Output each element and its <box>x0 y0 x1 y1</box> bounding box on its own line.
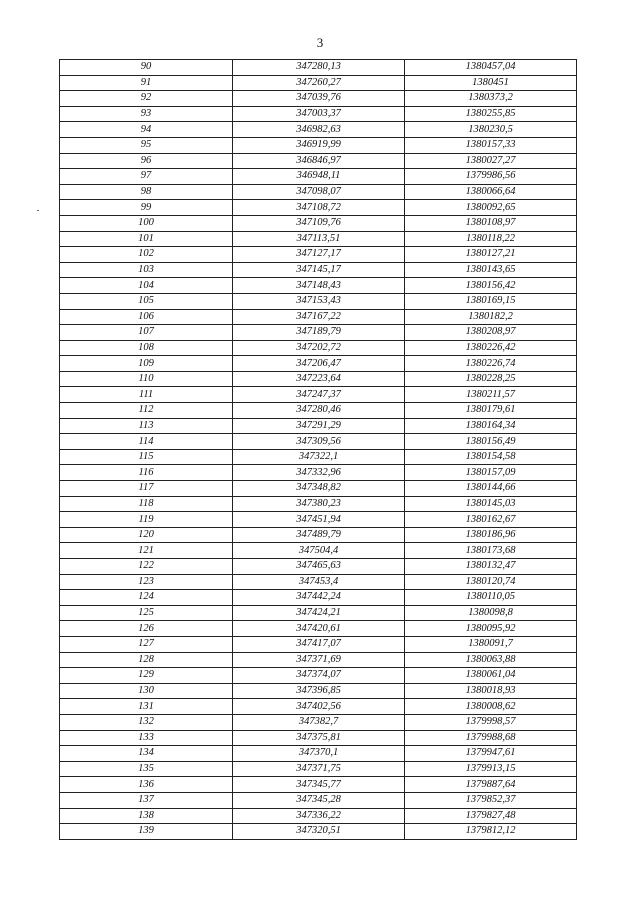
y-coordinate-cell: 1380208,97 <box>405 325 577 341</box>
y-coordinate-cell: 1380143,65 <box>405 262 577 278</box>
point-number-cell: 116 <box>60 465 233 481</box>
y-coordinate-cell: 1380156,42 <box>405 278 577 294</box>
y-coordinate-cell: 1379947,61 <box>405 746 577 762</box>
point-number-cell: 96 <box>60 153 233 169</box>
y-coordinate-cell: 1380018,93 <box>405 683 577 699</box>
y-coordinate-cell: 1380154,58 <box>405 449 577 465</box>
x-coordinate-cell: 347167,22 <box>233 309 405 325</box>
y-coordinate-cell: 1380063,88 <box>405 652 577 668</box>
point-number-cell: 122 <box>60 559 233 575</box>
x-coordinate-cell: 347374,07 <box>233 668 405 684</box>
y-coordinate-cell: 1380182,2 <box>405 309 577 325</box>
point-number-cell: 102 <box>60 247 233 263</box>
y-coordinate-cell: 1380211,57 <box>405 387 577 403</box>
y-coordinate-cell: 1379988,68 <box>405 730 577 746</box>
table-row <box>60 559 577 575</box>
table-row <box>60 75 577 91</box>
x-coordinate-cell: 347260,27 <box>233 75 405 91</box>
point-number-cell: 110 <box>60 371 233 387</box>
point-number-cell: 130 <box>60 683 233 699</box>
y-coordinate-cell: 1380027,27 <box>405 153 577 169</box>
x-coordinate-cell: 347336,22 <box>233 808 405 824</box>
x-coordinate-cell: 347206,47 <box>233 356 405 372</box>
y-coordinate-cell: 1379913,15 <box>405 761 577 777</box>
table-row <box>60 137 577 153</box>
x-coordinate-cell: 347371,75 <box>233 761 405 777</box>
x-coordinate-cell: 347309,56 <box>233 434 405 450</box>
table-row <box>60 808 577 824</box>
point-number-cell: 117 <box>60 481 233 497</box>
table-row <box>60 293 577 309</box>
x-coordinate-cell: 347345,77 <box>233 777 405 793</box>
x-coordinate-cell: 347453,4 <box>233 574 405 590</box>
table-row <box>60 215 577 231</box>
point-number-cell: 90 <box>60 60 233 76</box>
y-coordinate-cell: 1380098,8 <box>405 605 577 621</box>
y-coordinate-cell: 1380061,04 <box>405 668 577 684</box>
point-number-cell: 115 <box>60 449 233 465</box>
x-coordinate-cell: 347280,46 <box>233 403 405 419</box>
point-number-cell: 129 <box>60 668 233 684</box>
point-number-cell: 127 <box>60 636 233 652</box>
y-coordinate-cell: 1380226,74 <box>405 356 577 372</box>
y-coordinate-cell: 1379852,37 <box>405 792 577 808</box>
x-coordinate-cell: 346846,97 <box>233 153 405 169</box>
x-coordinate-cell: 347442,24 <box>233 590 405 606</box>
y-coordinate-cell: 1380457,04 <box>405 60 577 76</box>
point-number-cell: 97 <box>60 169 233 185</box>
x-coordinate-cell: 347451,94 <box>233 512 405 528</box>
point-number-cell: 94 <box>60 122 233 138</box>
point-number-cell: 99 <box>60 200 233 216</box>
y-coordinate-cell: 1380255,85 <box>405 106 577 122</box>
point-number-cell: 112 <box>60 403 233 419</box>
x-coordinate-cell: 347247,37 <box>233 387 405 403</box>
y-coordinate-cell: 1380120,74 <box>405 574 577 590</box>
y-coordinate-cell: 1380008,62 <box>405 699 577 715</box>
y-coordinate-cell: 1380179,61 <box>405 403 577 419</box>
coordinates-table <box>59 59 577 840</box>
point-number-cell: 114 <box>60 434 233 450</box>
y-coordinate-cell: 1380092,65 <box>405 200 577 216</box>
table-row <box>60 122 577 138</box>
table-row <box>60 481 577 497</box>
table-row <box>60 824 577 840</box>
table-row <box>60 340 577 356</box>
x-coordinate-cell: 347370,1 <box>233 746 405 762</box>
table-row <box>60 730 577 746</box>
table-row <box>60 605 577 621</box>
y-coordinate-cell: 1380162,67 <box>405 512 577 528</box>
point-number-cell: 108 <box>60 340 233 356</box>
point-number-cell: 101 <box>60 231 233 247</box>
table-row <box>60 496 577 512</box>
x-coordinate-cell: 347380,23 <box>233 496 405 512</box>
table-row <box>60 60 577 76</box>
x-coordinate-cell: 347420,61 <box>233 621 405 637</box>
table-row <box>60 668 577 684</box>
table-row <box>60 247 577 263</box>
point-number-cell: 98 <box>60 184 233 200</box>
y-coordinate-cell: 1380127,21 <box>405 247 577 263</box>
y-coordinate-cell: 1379887,64 <box>405 777 577 793</box>
table-row <box>60 91 577 107</box>
table-row <box>60 184 577 200</box>
y-coordinate-cell: 1380145,03 <box>405 496 577 512</box>
point-number-cell: 106 <box>60 309 233 325</box>
y-coordinate-cell: 1379986,56 <box>405 169 577 185</box>
point-number-cell: 109 <box>60 356 233 372</box>
point-number-cell: 92 <box>60 91 233 107</box>
point-number-cell: 119 <box>60 512 233 528</box>
table-row <box>60 761 577 777</box>
table-row <box>60 325 577 341</box>
point-number-cell: 123 <box>60 574 233 590</box>
table-row <box>60 465 577 481</box>
page-number: 3 <box>316 35 324 50</box>
x-coordinate-cell: 347489,79 <box>233 527 405 543</box>
point-number-cell: 132 <box>60 714 233 730</box>
point-number-cell: 103 <box>60 262 233 278</box>
x-coordinate-cell: 347189,79 <box>233 325 405 341</box>
point-number-cell: 120 <box>60 527 233 543</box>
point-number-cell: 111 <box>60 387 233 403</box>
point-number-cell: 113 <box>60 418 233 434</box>
x-coordinate-cell: 347108,72 <box>233 200 405 216</box>
x-coordinate-cell: 347291,29 <box>233 418 405 434</box>
x-coordinate-cell: 347109,76 <box>233 215 405 231</box>
table-row <box>60 574 577 590</box>
point-number-cell: 121 <box>60 543 233 559</box>
point-number-cell: 105 <box>60 293 233 309</box>
y-coordinate-cell: 1380173,68 <box>405 543 577 559</box>
x-coordinate-cell: 347039,76 <box>233 91 405 107</box>
table-row <box>60 543 577 559</box>
table-row <box>60 777 577 793</box>
y-coordinate-cell: 1380451 <box>405 75 577 91</box>
x-coordinate-cell: 347332,96 <box>233 465 405 481</box>
y-coordinate-cell: 1379827,48 <box>405 808 577 824</box>
y-coordinate-cell: 1380157,33 <box>405 137 577 153</box>
table-row <box>60 262 577 278</box>
point-number-cell: 139 <box>60 824 233 840</box>
y-coordinate-cell: 1380186,96 <box>405 527 577 543</box>
point-number-cell: 126 <box>60 621 233 637</box>
point-number-cell: 93 <box>60 106 233 122</box>
x-coordinate-cell: 347223,64 <box>233 371 405 387</box>
y-coordinate-cell: 1380157,09 <box>405 465 577 481</box>
table-row <box>60 699 577 715</box>
table-row <box>60 169 577 185</box>
point-number-cell: 125 <box>60 605 233 621</box>
table-row <box>60 714 577 730</box>
x-coordinate-cell: 347113,51 <box>233 231 405 247</box>
y-coordinate-cell: 1380230,5 <box>405 122 577 138</box>
y-coordinate-cell: 1380132,47 <box>405 559 577 575</box>
x-coordinate-cell: 347322,1 <box>233 449 405 465</box>
x-coordinate-cell: 347127,17 <box>233 247 405 263</box>
y-coordinate-cell: 1380095,92 <box>405 621 577 637</box>
x-coordinate-cell: 347003,37 <box>233 106 405 122</box>
table-row <box>60 652 577 668</box>
point-number-cell: 137 <box>60 792 233 808</box>
table-row <box>60 746 577 762</box>
point-number-cell: 107 <box>60 325 233 341</box>
x-coordinate-cell: 346948,11 <box>233 169 405 185</box>
x-coordinate-cell: 347371,69 <box>233 652 405 668</box>
point-number-cell: 104 <box>60 278 233 294</box>
point-number-cell: 134 <box>60 746 233 762</box>
point-number-cell: 100 <box>60 215 233 231</box>
table-row <box>60 590 577 606</box>
y-coordinate-cell: 1380226,42 <box>405 340 577 356</box>
x-coordinate-cell: 347396,85 <box>233 683 405 699</box>
y-coordinate-cell: 1380118,22 <box>405 231 577 247</box>
x-coordinate-cell: 347145,17 <box>233 262 405 278</box>
point-number-cell: 91 <box>60 75 233 91</box>
y-coordinate-cell: 1380110,05 <box>405 590 577 606</box>
table-row <box>60 792 577 808</box>
x-coordinate-cell: 347402,56 <box>233 699 405 715</box>
table-row <box>60 636 577 652</box>
table-row <box>60 449 577 465</box>
x-coordinate-cell: 347202,72 <box>233 340 405 356</box>
x-coordinate-cell: 347504,4 <box>233 543 405 559</box>
table-row <box>60 153 577 169</box>
y-coordinate-cell: 1380144,66 <box>405 481 577 497</box>
table-row <box>60 309 577 325</box>
table-row <box>60 387 577 403</box>
table-row <box>60 418 577 434</box>
table-row <box>60 106 577 122</box>
x-coordinate-cell: 347382,7 <box>233 714 405 730</box>
y-coordinate-cell: 1379812,12 <box>405 824 577 840</box>
table-row <box>60 527 577 543</box>
x-coordinate-cell: 347375,81 <box>233 730 405 746</box>
point-number-cell: 118 <box>60 496 233 512</box>
table-row <box>60 403 577 419</box>
x-coordinate-cell: 346919,99 <box>233 137 405 153</box>
point-number-cell: 135 <box>60 761 233 777</box>
table-row <box>60 434 577 450</box>
table-row <box>60 231 577 247</box>
x-coordinate-cell: 347424,21 <box>233 605 405 621</box>
y-coordinate-cell: 1380108,97 <box>405 215 577 231</box>
x-coordinate-cell: 346982,63 <box>233 122 405 138</box>
table-row <box>60 371 577 387</box>
x-coordinate-cell: 347345,28 <box>233 792 405 808</box>
y-coordinate-cell: 1380164,34 <box>405 418 577 434</box>
y-coordinate-cell: 1380091,7 <box>405 636 577 652</box>
y-coordinate-cell: 1379998,57 <box>405 714 577 730</box>
point-number-cell: 133 <box>60 730 233 746</box>
table-row <box>60 356 577 372</box>
point-number-cell: 95 <box>60 137 233 153</box>
x-coordinate-cell: 347153,43 <box>233 293 405 309</box>
table-row <box>60 683 577 699</box>
x-coordinate-cell: 347320,51 <box>233 824 405 840</box>
table-row <box>60 200 577 216</box>
x-coordinate-cell: 347348,82 <box>233 481 405 497</box>
y-coordinate-cell: 1380156,49 <box>405 434 577 450</box>
y-coordinate-cell: 1380228,25 <box>405 371 577 387</box>
x-coordinate-cell: 347280,13 <box>233 60 405 76</box>
y-coordinate-cell: 1380373,2 <box>405 91 577 107</box>
x-coordinate-cell: 347417,07 <box>233 636 405 652</box>
x-coordinate-cell: 347148,43 <box>233 278 405 294</box>
x-coordinate-cell: 347465,63 <box>233 559 405 575</box>
point-number-cell: 136 <box>60 777 233 793</box>
x-coordinate-cell: 347098,07 <box>233 184 405 200</box>
coordinates-table-body <box>60 60 577 840</box>
y-coordinate-cell: 1380169,15 <box>405 293 577 309</box>
point-number-cell: 128 <box>60 652 233 668</box>
point-number-cell: 138 <box>60 808 233 824</box>
y-coordinate-cell: 1380066,64 <box>405 184 577 200</box>
table-row <box>60 278 577 294</box>
point-number-cell: 131 <box>60 699 233 715</box>
table-row <box>60 621 577 637</box>
table-row <box>60 512 577 528</box>
stray-mark <box>37 210 39 211</box>
point-number-cell: 124 <box>60 590 233 606</box>
